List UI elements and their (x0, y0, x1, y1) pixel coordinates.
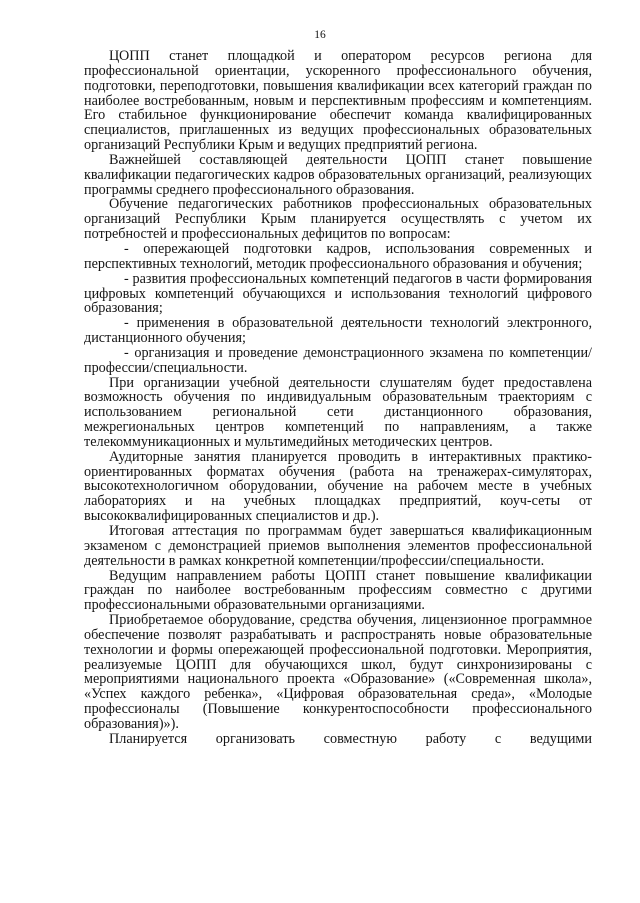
paragraph-copp-platform: ЦОПП станет площадкой и оператором ресурсов региона для профессиональной ориентации, ускоренного профессионального обучения, подготовки, переподготовки, повышения квалификации всех категорий граждан по наиболее востребованным, новым и перспективным профессиям и компетенциям. Его стабильное функционирование обеспечит команда квалифицированных специалистов, приглашенных из ведущих профессиональных образовательных организаций Республики Крым и ведущих предприятий региона. (84, 48, 592, 154)
list-item-digital-competencies: - развития профессиональных компетенций педагогов в части формирования цифровых компетенций обучающихся и использования технологий цифрового образования; (84, 270, 592, 317)
paragraph-teacher-qualification: Важнейшей составляющей деятельности ЦОПП станет повышение квалификации педагогических кадров образовательных организаций, реализующих программы среднего профессионального образования. (84, 151, 592, 198)
paragraph-learning-trajectories: При организации учебной деятельности слушателям будет предоставлена возможность обучения по индивидуальным образовательным траекториям с использованием региональной сети дистанционного образования, межрегиональных центров компетенций по направлениям, а также телекоммуникационных и мультимедийных методических центров. (84, 374, 592, 450)
paragraph-final-attestation: Итоговая аттестация по программам будет завершаться квалификационным экзаменом с демонстрацией приемов выполнения элементов профессиональной деятельности в рамках конкретной компетенции/профессии/специальности. (84, 523, 592, 569)
page-number: 16 (314, 29, 326, 41)
list-item-demo-exam: - организация и проведение демонстрационного экзамена по компетенции/профессии/специальности. (84, 344, 592, 376)
list-item-distance-learning: - применения в образовательной деятельности технологий электронного, дистанционного обучения; (84, 315, 592, 347)
paragraph-main-direction: Ведущим направлением работы ЦОПП станет повышение квалификации граждан по наиболее востребованным профессиям совместно с другими профессиональными образовательными организациями. (84, 567, 592, 614)
paragraph-teacher-training: Обучение педагогических работников профессиональных образовательных организаций Республики Крым планируется осуществлять с учетом их потребностей и профессиональных дефицитов по вопросам: (84, 196, 592, 243)
document-body (84, 49, 592, 747)
list-item-advanced-training: - опережающей подготовки кадров, использования современных и перспективных технологий, методик профессионального образования и обучения; (84, 240, 592, 272)
paragraph-classroom-sessions: Аудиторные занятия планируется проводить в интерактивных практико-ориентированных форматах обучения (работа на тренажерах-симуляторах, высокотехнологичном оборудовании, обучение на рабочем месте в учебных лабораториях и на учебных площадках предприятий, коуч-сеты от высококвалифицированных специалистов и др.). (84, 448, 592, 525)
paragraph-equipment: Приобретаемое оборудование, средства обучения, лицензионное программное обеспечение позволят разрабатывать и распространять новые образовательные технологии и формы опережающей профессиональной подготовки. Мероприятия, реализуемые ЦОПП для обучающихся школ, будут синхронизированы с мероприятиями национального проекта «Образование» («Современная школа», «Успех каждого ребенка», «Цифровая образовательная среда», «Молодые профессионалы (Повышение конкурентоспособности профессионального образования)»). (84, 612, 592, 732)
paragraph-joint-work: Планируется организовать совместную работу с ведущими (109, 730, 592, 747)
